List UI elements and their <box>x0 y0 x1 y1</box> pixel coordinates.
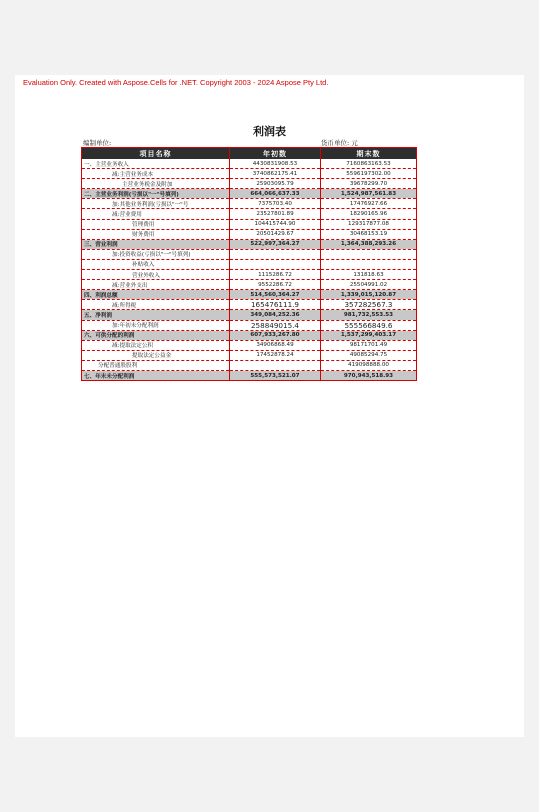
evaluation-watermark: Evaluation Only. Created with Aspose.Cells for .NET. Copyright 2003 - 2024 Aspose Pty Ltd. <box>23 78 329 87</box>
table-row <box>82 219 417 229</box>
row-end-value: 30468153.19 <box>321 229 417 239</box>
row-start-value: 1115286.72 <box>230 270 321 280</box>
row-start-value: 9552286.72 <box>230 280 321 290</box>
table-row <box>82 159 417 169</box>
row-label: 减:所得税 <box>82 300 230 310</box>
row-end-value: 129317877.08 <box>321 219 417 229</box>
row-start-value: 7375703.40 <box>230 199 321 209</box>
row-end-value: 970,943,518.93 <box>321 370 417 380</box>
row-start-value: 522,997,364.27 <box>230 239 321 249</box>
table-row <box>82 179 417 189</box>
row-label: 加:投资收益(亏损以"一"号填列) <box>82 249 230 259</box>
row-label: 加:年初未分配利润 <box>82 320 230 330</box>
table-header-row <box>82 148 417 160</box>
row-end-value: 1,364,388,293.26 <box>321 239 417 249</box>
report-title: 利润表 <box>253 125 286 138</box>
table-row <box>82 290 417 300</box>
row-label: 加:其他业务利润(亏损以"一"号 <box>82 199 230 209</box>
row-start-value: 165476111.9 <box>230 300 321 310</box>
currency-unit-label: 货币单位: 元 <box>321 139 358 147</box>
table-row <box>82 300 417 310</box>
header-start-of-year: 年初数 <box>230 148 321 160</box>
row-label: 分配普通股股利 <box>82 360 230 370</box>
table-row <box>82 199 417 209</box>
table-row <box>82 360 417 370</box>
row-label: 四、利润总额 <box>82 290 230 300</box>
table-row <box>82 310 417 320</box>
row-start-value <box>230 249 321 259</box>
row-end-value: 131818.63 <box>321 270 417 280</box>
row-start-value: 104415744.90 <box>230 219 321 229</box>
row-label: 六、可供分配的利润 <box>82 330 230 340</box>
spreadsheet-page <box>15 75 524 737</box>
income-statement-table <box>81 147 417 381</box>
row-start-value: 4430831908.53 <box>230 159 321 169</box>
row-end-value: 981,732,553.53 <box>321 310 417 320</box>
row-start-value: 664,066,637.33 <box>230 189 321 199</box>
table-row <box>82 350 417 360</box>
row-end-value <box>321 249 417 259</box>
row-start-value: 34906868.49 <box>230 340 321 350</box>
row-end-value: 5596197302.00 <box>321 169 417 179</box>
row-start-value: 20501429.67 <box>230 229 321 239</box>
row-label: 管理费用 <box>82 219 230 229</box>
row-start-value: 514,560,364.27 <box>230 290 321 300</box>
table-row <box>82 280 417 290</box>
row-start-value: 258849015.4 <box>230 320 321 330</box>
table-row <box>82 330 417 340</box>
row-label: 财务费用 <box>82 229 230 239</box>
table-row <box>82 209 417 219</box>
header-item-name: 项目名称 <box>82 148 230 160</box>
row-end-value: 7160863163.53 <box>321 159 417 169</box>
row-end-value: 39678299.70 <box>321 179 417 189</box>
row-start-value: 25903095.79 <box>230 179 321 189</box>
row-start-value <box>230 259 321 269</box>
row-start-value: 17452878.24 <box>230 350 321 360</box>
row-start-value <box>230 360 321 370</box>
table-row <box>82 249 417 259</box>
row-end-value: 1,524,987,561.83 <box>321 189 417 199</box>
row-start-value: 3740862175.41 <box>230 169 321 179</box>
table-row <box>82 320 417 330</box>
row-label: 提取法定公益金 <box>82 350 230 360</box>
table-row <box>82 239 417 249</box>
row-end-value: 357282567.3 <box>321 300 417 310</box>
row-label: 减:提取法定公积 <box>82 340 230 350</box>
table-row <box>82 340 417 350</box>
row-label: 营业外收入 <box>82 270 230 280</box>
header-end-of-period: 期末数 <box>321 148 417 160</box>
row-label: 三、营业利润 <box>82 239 230 249</box>
row-label: 一、主营业务收入 <box>82 159 230 169</box>
row-end-value: 419098888.00 <box>321 360 417 370</box>
row-label: 主营业务税金及附加 <box>82 179 230 189</box>
row-label: 减:营业费用 <box>82 209 230 219</box>
row-end-value: 1,537,299,403.17 <box>321 330 417 340</box>
table-row <box>82 259 417 269</box>
table-row <box>82 189 417 199</box>
row-label: 减:营业外支出 <box>82 280 230 290</box>
row-label: 二、主营业务利润(亏损以"一"号填列) <box>82 189 230 199</box>
row-end-value: 17476927.66 <box>321 199 417 209</box>
row-label: 五、净利润 <box>82 310 230 320</box>
row-start-value: 349,084,252.36 <box>230 310 321 320</box>
row-end-value: 49085294.75 <box>321 350 417 360</box>
row-end-value <box>321 259 417 269</box>
row-end-value: 1,339,015,120.87 <box>321 290 417 300</box>
table-row <box>82 270 417 280</box>
table-row <box>82 229 417 239</box>
compiling-unit-label: 编制单位: <box>83 139 112 147</box>
table-row <box>82 370 417 380</box>
row-end-value: 25504991.02 <box>321 280 417 290</box>
row-end-value: 555566849.6 <box>321 320 417 330</box>
row-label: 七、年末未分配利润 <box>82 370 230 380</box>
row-start-value: 23527801.89 <box>230 209 321 219</box>
row-start-value: 555,573,521.07 <box>230 370 321 380</box>
row-end-value: 98171701.49 <box>321 340 417 350</box>
row-label: 减:主营业务成本 <box>82 169 230 179</box>
row-start-value: 607,933,267.80 <box>230 330 321 340</box>
row-end-value: 18290165.96 <box>321 209 417 219</box>
table-row <box>82 169 417 179</box>
row-label: 补贴收入 <box>82 259 230 269</box>
